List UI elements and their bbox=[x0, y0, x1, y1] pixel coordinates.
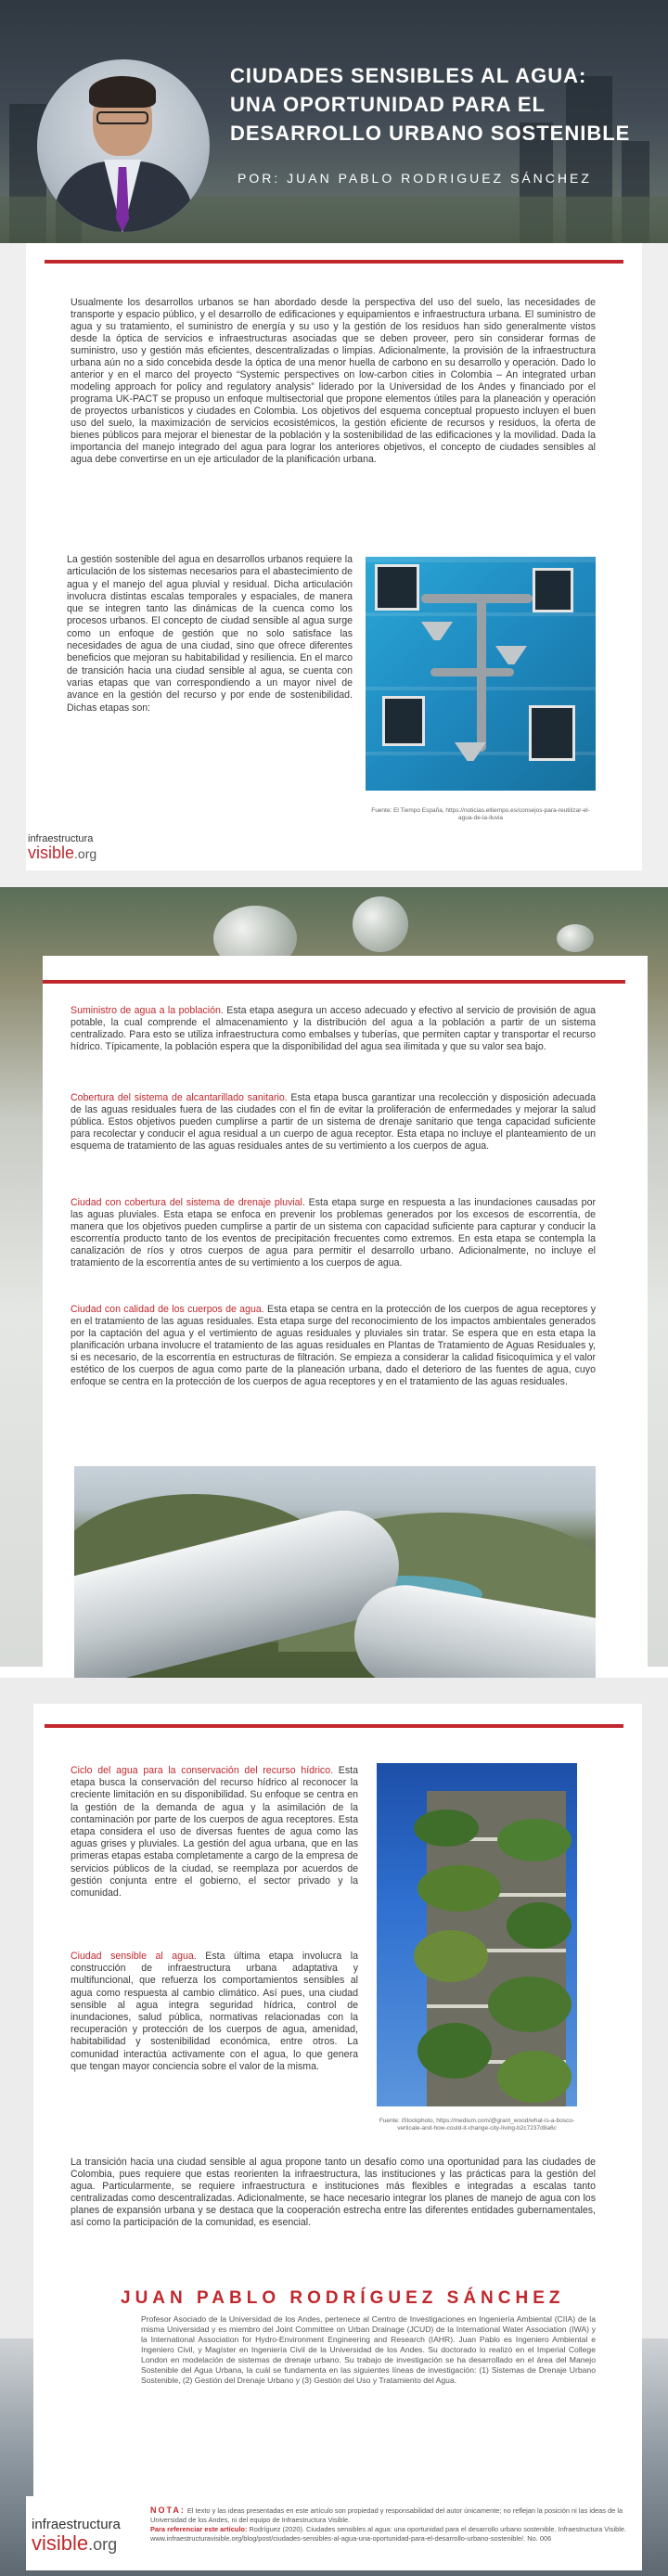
stage-sewer bbox=[71, 1092, 596, 1153]
article-title: CIUDADES SENSIBLES AL AGUA: UNA OPORTUNIDAD PARA EL DESARROLLO URBANO SOSTENIBLE bbox=[230, 64, 631, 145]
foliage bbox=[414, 1810, 479, 1847]
stage-text: Esta etapa surge en respuesta a las inundaciones causadas por las aguas pluviales. Esta etapa se enfoca en prevenir los problemas generados por los excesos de escorrentía, de manera que los objetivos pueden cumplirse a partir de un sistema con capacidad suficiente para capturar y conducir la escorrentía producto tanto de los eventos de precipitación frecuentes como extremos. En esta etapa se contempla la canalización de ríos y otros cuerpos de agua para permitir el desarrollo urbano. Adicionalmente, no incluye el tratamiento de la escorrentía antes de su vertimiento a los cuerpos de agua. bbox=[71, 1197, 596, 1269]
water-drop bbox=[353, 896, 408, 952]
foliage bbox=[418, 1865, 501, 1912]
image-caption: Fuente: El Tiempo España, https://noticias.eltiempo.es/consejos-para-reutilizar-el-agua-de-la-lluvia bbox=[371, 807, 590, 821]
note-text: El texto y las ideas presentadas en este artículo son propiedad y responsabilidad del autor únicamente; no reflejan la posición ni las ideas de la Universidad de los Andes, ni del equipo de Infraestructura Visible. bbox=[150, 2506, 623, 2524]
stage-title: Ciudad sensible al agua. bbox=[71, 1951, 197, 1962]
window bbox=[533, 568, 573, 612]
logo-line1: infraestructura bbox=[28, 833, 94, 844]
logo-visible: visible bbox=[28, 844, 75, 862]
stage-water-cycle bbox=[71, 1765, 358, 1900]
blue-building-image bbox=[366, 557, 596, 791]
logo-org: .org bbox=[88, 2535, 118, 2554]
reference-text: Rodríguez (2020). Ciudades sensibles al agua: una oportunidad para el desarrollo urbano sostenible. Infraestructura Visible. www.infraestructuravisible.org/blog/post/ciudades-sensibles-al-agua-una-oportunidad-para-el-desarrollo-urbano-sostenible/. No. 006 bbox=[150, 2525, 626, 2543]
foliage bbox=[497, 2051, 572, 2103]
stage-text: Esta etapa busca garantizar una recolección y disposición adecuada de las aguas residuales fuera de las ciudades con el fin de evitar la proliferación de enfermedades y mejorar la salud pública. Estos objetivos pueden cumplirse a partir de un sistema de drenaje sanitario que tenga capacidad suficiente para recolectar y conducir el agua residual a un cuerpo de agua receptor. Esta etapa no incluye el planteamiento de un esquema de tratamiento de las aguas residuales antes de su vertimiento a los cuerpos de agua. bbox=[71, 1092, 596, 1152]
window bbox=[529, 705, 575, 761]
foliage bbox=[418, 2023, 492, 2079]
infraestructura-visible-logo[interactable] bbox=[28, 833, 96, 862]
window bbox=[375, 564, 419, 611]
rain-funnel bbox=[495, 646, 527, 664]
intro-paragraph: Usualmente los desarrollos urbanos se han abordado desde la perspectiva del uso del suelo, las necesidades de transporte y espacio público, y el desarrollo de edificaciones y equipamientos e infraestructura urbana. El suministro de agua y su tratamiento, el suministro de energía y su uso y la gestión de los residuos han sido generalmente vistos desde la óptica de servicios e infraestructuras asociadas que se deben proveer, pero sin considerar formas de suministro, uso y gestión más eficientes, descentralizadas o limpias. Adicionalmente, la provisión de la infraestructura urbana aún no a sido concebida desde la óptica de una menor huella de carbono en su desarrollo y operación. Dado lo anterior y en el marco del proyecto “Systemic perspectives on low-carbon cities in Colombia – An integrated urban modeling approach for policy and regulatory analysis” liderado por la Universidad de los Andes y financiado por el programa UK-PACT se propuso un enfoque multisectorial que propone elementos útiles para la planeación y operación de proyectos urbanísticos y ciudades en Colombia. Los objetivos del esquema conceptual propuesto incluyen el buen uso del suelo, la maximización de servicios ecosistémicos, la gestión eficiente de recursos y residuos, la oferta de bienes públicos para mejorar el bienestar de la población y la sostenibilidad de las edificaciones y la movilidad. Dada la importancia del manejo integrado del agua para lograr los anteriores objetivos, el concepto de ciudades sensibles al agua debe convertirse en un eje articulador de la planificación urbana. bbox=[71, 297, 596, 465]
hero-banner bbox=[0, 0, 668, 262]
stage-text: Esta etapa busca la conservación del recurso hídrico al reconocer la creciente limitación en su disponibilidad. Su enfoque se centra en la gestión de la demanda de agua y la asimilación de la contaminación por parte de los cuerpos de agua receptores. Esta etapa considera el uso de diversas fuentes de agua como las aguas grises y pluviales. La gestión del agua urbana, que en las primeras etapas estaba completamente a cargo de la empresa de servicios públicos de la ciudad, se reemplaza por acuerdos de gestión conjunta entre el gobierno, el sector privado y la comunidad. bbox=[71, 1765, 358, 1900]
water-drop bbox=[557, 924, 594, 952]
conclusion-paragraph: La transición hacia una ciudad sensible al agua propone tanto un desafío como una oportunidad para las ciudades de Colombia, pues requiere que estas reorienten la infraestructura, las instituciones y las prácticas para la gestión del agua. Particularmente, se requiere infraestructura e instituciones más flexibles e integradas a escalas tanto centralizadas como descentralizadas. Adicionalmente, se hace necesario integrar los planes de manejo de agua con los planes de expansión urbana y se destaca que la cooperación estrecha entre las diferentes entidades gubernamentales, así como la participación de la comunidad, es esencial. bbox=[71, 2157, 596, 2228]
author-bio: Profesor Asociado de la Universidad de los Andes, pertenece al Centro de Investigaciones en Ingeniería Ambiental (CIIA) de la misma Universidad y es miembro del Joint Committee on Urban Drainage (JCUD) de la International Water Association (IWA) y la International Association for Hydro-Environment Engineering and Research (IAHR). Juan Pablo es Ingeniero Ambiental e Ingeniero Civil, y Magíster en Ingeniería Civil de la Universidad de los Andes. Su doctorado lo realizó en el Imperial College London en modelación de sistemas de drenaje urbano. Su trabajo de investigación se ha desarrollado en el área del Manejo Sostenible del Agua Urbana, la cuál se fundamenta en las siguientes líneas de investigación: (1) Sistemas de Drenaje Urbano Sostenible, (2) Gestión del Drenaje Urbano y (3) Gestión del Uso y Tratamiento del Agua. bbox=[141, 2314, 596, 2385]
facade-line bbox=[366, 557, 596, 562]
body-paragraph: La gestión sostenible del agua en desarrollos urbanos requiere la articulación de los sistemas necesarios para el abastecimiento de agua y el manejo del agua pluvial y residual. Dicha articulación involucra distintas escalas temporales y espaciales, de manera que se integren tanto las dinámicas de la cuenca como los procesos urbanos. El concepto de ciudad sensible al agua surge como un enfoque de gestión que no solo satisface las necesidades de agua de una ciudad, sino que ofrece diferentes beneficios que mejoran su habitabilidad y resiliencia. En el marco de transición hacia una ciudad sensible al agua, se cuenta con varias etapas que van correspondiendo a un mayor nivel de avance en la gestión del recurso y por ende de sostenibilidad. Dichas etapas son: bbox=[67, 554, 353, 714]
infraestructura-visible-logo[interactable] bbox=[32, 2517, 121, 2556]
image-caption: Fuente: iStockphoto, https://medium.com/@grant_wood/what-is-a-bosco-verticale-and-how-could-it-change-city-living-b2c7237d8a6c bbox=[379, 2118, 575, 2132]
drain-pipe bbox=[430, 668, 514, 676]
logo-line1: infraestructura bbox=[32, 2517, 121, 2532]
red-divider bbox=[45, 1724, 623, 1728]
logo-line2 bbox=[28, 844, 96, 862]
reference-label: Para referenciar este artículo: bbox=[150, 2525, 248, 2533]
foliage bbox=[507, 1902, 572, 1949]
portrait-glasses bbox=[96, 111, 148, 124]
portrait-hair bbox=[89, 76, 156, 108]
logo-line2 bbox=[32, 2532, 121, 2556]
rain-funnel bbox=[421, 622, 453, 640]
stage-title: Cobertura del sistema de alcantarillado sanitario. bbox=[71, 1092, 288, 1103]
red-divider bbox=[45, 260, 623, 264]
stage-text: Esta etapa se centra en la protección de los cuerpos de agua receptores y en el tratamiento de las aguas residuales. Esta etapa surge del reconocimiento de los impactos ambientales generados por la captación del agua y el vertimiento de aguas residuales y pluviales sin tratar. Se espera que en esta etapa la planificación urbana involucre el tratamiento de las aguas residuales en Plantas de Tratamiento de Aguas Residuales y, si es necesario, de la escorrentía en estructuras de filtración. Se empieza a considerar la calidad fisicoquímica y el valor estético de los cuerpos de agua como parte de la planeación urbana, dado el deterioro de las fuentes de agua, cuyo enfoque se centra en la protección de los cuerpos de agua receptores y en el tratamiento de las aguas residuales. bbox=[71, 1304, 596, 1387]
stage-text: Esta etapa asegura un acceso adecuado y efectivo al servicio de provisión de agua potable, la cual comprende el almacenamiento y la distribución del agua a la población a partir de un sistema centralizado. Para esto se utiliza infraestructura como embalses y tuberías, que permiten captar y transportar el recurso hídrico. Típicamente, la población espera que la disponibilidad del agua sea ilimitada y que su valor sea bajo. bbox=[71, 1005, 597, 1052]
reservoir-pipes-image bbox=[74, 1466, 596, 1678]
note-label: NOTA: bbox=[150, 2505, 186, 2515]
foliage bbox=[414, 1930, 488, 1982]
foliage bbox=[488, 1977, 572, 2032]
article-byline: POR: JUAN PABLO RODRIGUEZ SÁNCHEZ bbox=[238, 171, 592, 186]
stage-water-sensitive-city bbox=[71, 1951, 358, 2073]
window bbox=[382, 696, 425, 746]
stage-water-quality bbox=[71, 1304, 596, 1388]
logo-org: .org bbox=[74, 846, 97, 861]
stage-storm-drainage bbox=[71, 1197, 596, 1269]
vertical-forest-image bbox=[377, 1763, 577, 2106]
stage-title: Ciudad con calidad de los cuerpos de agua. bbox=[71, 1304, 264, 1315]
red-divider bbox=[43, 980, 625, 984]
stage-title: Ciclo del agua para la conservación del recurso hídrico. bbox=[71, 1765, 334, 1776]
author-portrait bbox=[37, 59, 210, 232]
stage-text: Esta última etapa involucra la construcción de infraestructura urbana adaptativa y multifuncional, que refuerza los comportamientos sensibles al agua como respuesta al cambio climático. Así pues, una ciudad sensible al agua integra seguridad hídrica, control de inundaciones, salud pública, normativas relacionadas con la recuperación y protección de los cuerpos de agua, amenidad, habitabilidad y sostenibilidad económica, entre otros. La comunidad interactúa activamente con el agua, lo que genera que tengan mayor conciencia sobre el valor de la misma. bbox=[71, 1951, 358, 2072]
stage-supply bbox=[71, 1005, 596, 1053]
stage-title: Suministro de agua a la población. bbox=[71, 1005, 224, 1016]
footer-note bbox=[150, 2505, 631, 2544]
author-name: JUAN PABLO RODRÍGUEZ SÁNCHEZ bbox=[121, 2288, 565, 2308]
foliage bbox=[497, 1819, 572, 1861]
stage-title: Ciudad con cobertura del sistema de drenaje pluvial. bbox=[71, 1197, 305, 1208]
logo-visible: visible bbox=[32, 2531, 89, 2555]
